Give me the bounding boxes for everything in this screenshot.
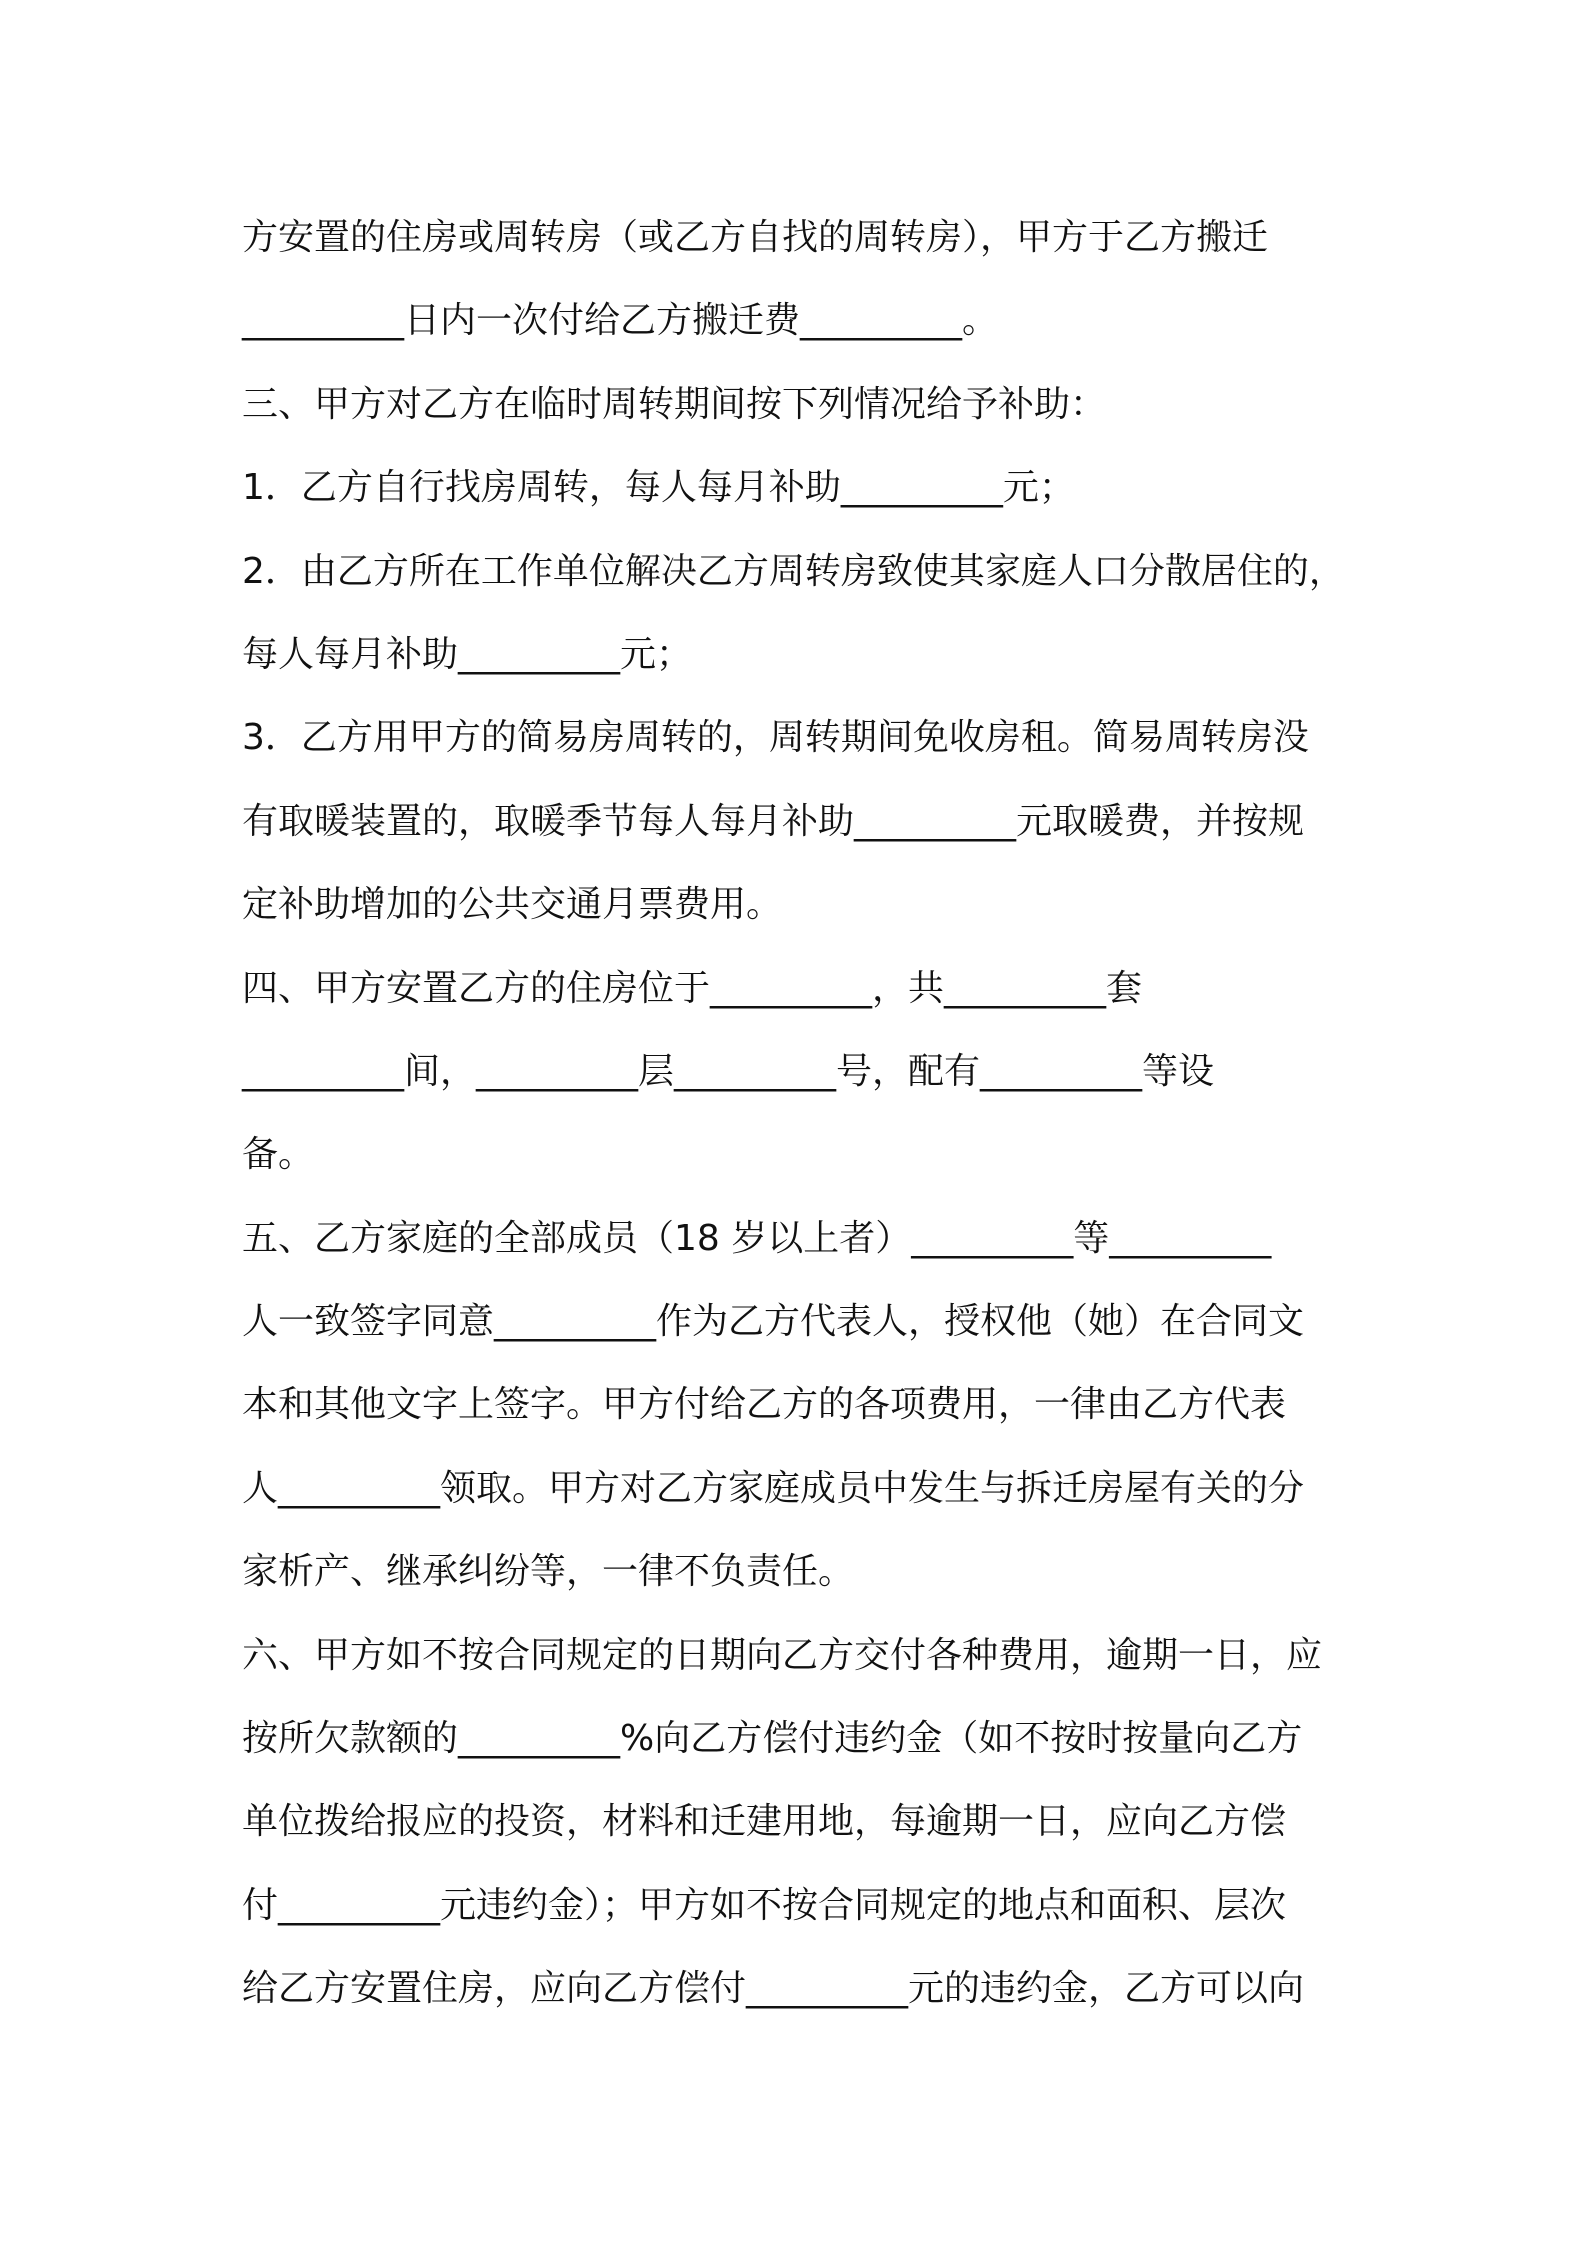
text-line-11: _________间，_________层_________号，配有_________等设 — [242, 1050, 1215, 1092]
text-line-12: 备。 — [242, 1134, 315, 1176]
text-line-5: 2．由乙方所在工作单位解决乙方周转房致使其家庭人口分散居住的， — [242, 550, 1345, 592]
text-line-17: 家析产、继承纠纷等，一律不负责任。 — [242, 1551, 855, 1593]
text-line-4: 1．乙方自行找房周转，每人每月补助_________元； — [242, 467, 1075, 509]
text-line-1: 方安置的住房或周转房（或乙方自找的周转房），甲方于乙方搬迁 — [242, 217, 1269, 258]
text-line-9: 定补助增加的公共交通月票费用。 — [242, 884, 783, 926]
text-line-19: 按所欠款额的_________%向乙方偿付违约金（如不按时按量向乙方 — [242, 1718, 1303, 1760]
section-4-text: 四、甲方安置乙方的住房位于_________，共_________套 — [242, 967, 1143, 1009]
text-line-20: 单位拨给报应的投资，材料和迁建用地，每逾期一日，应向乙方偿 — [242, 1801, 1287, 1843]
text-line-7: 3．乙方用甲方的简易房周转的，周转期间免收房租。简易周转房没 — [242, 717, 1309, 759]
text-line-8: 有取暖装置的，取暖季节每人每月补助_________元取暖费，并按规 — [242, 800, 1305, 842]
text-line-22: 给乙方安置住房，应向乙方偿付_________元的违约金，乙方可以向 — [242, 1968, 1305, 2010]
text-line-14: 人一致签字同意_________作为乙方代表人，授权他（她）在合同文 — [242, 1301, 1305, 1343]
section-5-text: 五、乙方家庭的全部成员（18 岁以上者）_________等_________ — [242, 1217, 1272, 1259]
text-line-2: _________日内一次付给乙方搬迁费_________。 — [242, 300, 999, 342]
document-body — [242, 196, 1362, 2031]
section-3-heading: 三、甲方对乙方在临时周转期间按下列情况给予补助： — [242, 383, 1107, 425]
text-line-15: 本和其他文字上签字。甲方付给乙方的各项费用，一律由乙方代表 — [242, 1384, 1287, 1426]
section-6-text: 六、甲方如不按合同规定的日期向乙方交付各种费用，逾期一日，应 — [242, 1634, 1323, 1676]
text-line-16: 人_________领取。甲方对乙方家庭成员中发生与拆迁房屋有关的分 — [242, 1467, 1305, 1509]
text-line-21: 付_________元违约金）；甲方如不按合同规定的地点和面积、层次 — [242, 1884, 1287, 1926]
text-line-6: 每人每月补助_________元； — [242, 633, 693, 675]
